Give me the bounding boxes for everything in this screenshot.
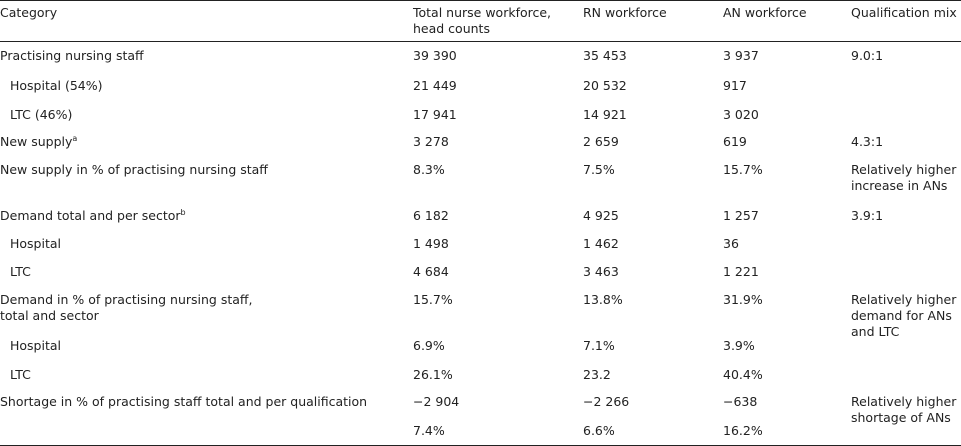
row-rn: 3 463	[583, 264, 619, 279]
row-rn: 14 921	[583, 107, 627, 122]
row-category: LTC	[10, 264, 31, 279]
row-total: 6 182	[413, 208, 449, 223]
row-category-text: New supply	[0, 134, 73, 149]
header-qualification-mix: Qualification mix	[851, 5, 957, 20]
row-rn: 6.6%	[583, 423, 615, 438]
row-an: 16.2%	[723, 423, 763, 438]
row-category: Hospital	[10, 236, 62, 251]
row-total: 3 278	[413, 134, 449, 149]
row-an: −638	[723, 394, 758, 409]
row-rn: 20 532	[583, 78, 627, 93]
row-total: 1 498	[413, 236, 449, 251]
row-an: 36	[723, 236, 739, 251]
row-an: 917	[723, 78, 747, 93]
row-mix: 4.3:1	[851, 134, 884, 149]
row-total: 17 941	[413, 107, 457, 122]
row-rn: 7.5%	[583, 162, 615, 177]
row-rn: 4 925	[583, 208, 619, 223]
row-total: 4 684	[413, 264, 449, 279]
header-an-workforce: AN workforce	[723, 5, 807, 20]
row-mix: Relatively higher increase in ANs	[851, 162, 957, 193]
row-category-text: Demand total and per sector	[0, 208, 181, 223]
row-category: New supply in % of practising nursing staff	[0, 162, 268, 177]
row-category: LTC (46%)	[10, 107, 73, 122]
row-an: 31.9%	[723, 292, 763, 307]
row-an: 1 221	[723, 264, 759, 279]
row-rn: −2 266	[583, 394, 630, 409]
row-rn: 2 659	[583, 134, 619, 149]
row-total: 15.7%	[413, 292, 453, 307]
row-category: LTC	[10, 367, 31, 382]
row-category: Hospital (54%)	[10, 78, 103, 93]
row-rn: 7.1%	[583, 338, 615, 353]
row-total: 21 449	[413, 78, 457, 93]
row-mix: Relatively higher shortage of ANs	[851, 394, 957, 425]
footnote-marker: b	[180, 207, 186, 217]
row-total: 6.9%	[413, 338, 445, 353]
row-rn: 23.2	[583, 367, 611, 382]
row-mix: 9.0:1	[851, 48, 884, 63]
row-category	[0, 134, 77, 150]
row-category: Shortage in % of practising staff total and per qualification	[0, 394, 368, 409]
row-category	[0, 208, 186, 224]
header-total-workforce: Total nurse workforce, head counts	[413, 5, 552, 36]
row-an: 619	[723, 134, 747, 149]
row-rn: 13.8%	[583, 292, 623, 307]
row-an: 1 257	[723, 208, 759, 223]
row-total: 8.3%	[413, 162, 445, 177]
header-category: Category	[0, 5, 58, 20]
row-rn: 35 453	[583, 48, 627, 63]
footnote-marker: a	[72, 133, 78, 143]
row-an: 40.4%	[723, 367, 763, 382]
row-an: 15.7%	[723, 162, 763, 177]
table-top-rule	[0, 0, 961, 1]
row-an: 3.9%	[723, 338, 755, 353]
table-header-rule	[0, 41, 961, 42]
row-total: 7.4%	[413, 423, 445, 438]
row-total: −2 904	[413, 394, 460, 409]
row-rn: 1 462	[583, 236, 619, 251]
row-an: 3 937	[723, 48, 759, 63]
row-category: Demand in % of practising nursing staff, total and sector	[0, 292, 253, 323]
row-an: 3 020	[723, 107, 759, 122]
row-category: Hospital	[10, 338, 62, 353]
row-mix: Relatively higher demand for ANs and LTC	[851, 292, 957, 339]
header-rn-workforce: RN workforce	[583, 5, 667, 20]
row-total: 39 390	[413, 48, 457, 63]
row-total: 26.1%	[413, 367, 453, 382]
row-category: Practising nursing staff	[0, 48, 144, 63]
row-mix: 3.9:1	[851, 208, 884, 223]
